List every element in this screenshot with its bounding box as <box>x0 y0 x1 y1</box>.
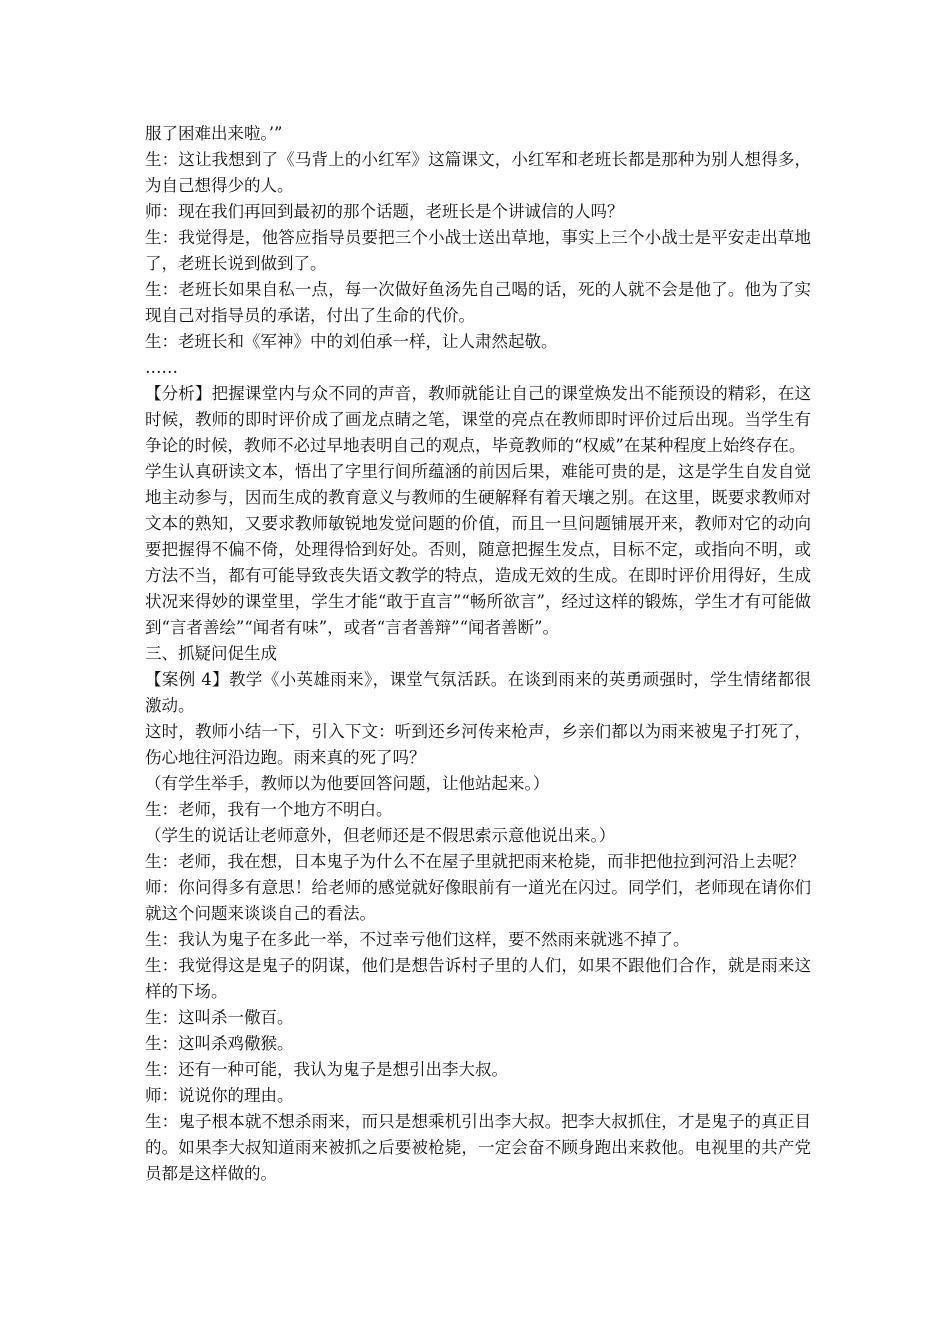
paragraph: 师：说说你的理由。 <box>145 1086 294 1105</box>
paragraph: 生：老班长如果自私一点，每一次做好鱼汤先自己喝的话，死的人就不会是他了。他为了实现自己对指导员的承诺，付出了生命的代价。 <box>145 280 811 325</box>
paragraph: （有学生举手，教师以为他要回答问题，让他站起来。） <box>145 774 550 793</box>
case-paragraph: 【案例 4】教学《小英雄雨来》，课堂气氛活跃。在谈到雨来的英勇顽强时，学生情绪都很激动。 <box>145 670 811 715</box>
paragraph: 生：鬼子根本就不想杀雨来，而只是想乘机引出李大叔。把李大叔抓住，才是鬼子的真正目的。如果李大叔知道雨来被抓之后要被枪毙，一定会奋不顾身跑出来救他。电视里的共产党员都是这样做的。 <box>145 1112 811 1183</box>
paragraph: 生：老班长和《军神》中的刘伯承一样，让人肃然起敬。 <box>145 332 558 351</box>
paragraph: 生：这叫杀一儆百。 <box>145 1008 294 1027</box>
paragraph: 师：现在我们再回到最初的那个话题，老班长是个讲诚信的人吗？ <box>145 202 624 221</box>
analysis-paragraph: 【分析】把握课堂内与众不同的声音，教师就能让自己的课堂焕发出不能预设的精彩，在这时候，教师的即时评价成了画龙点睛之笔，课堂的亮点在教师即时评价过后出现。当学生有争论的时候，教师不必过早地表明自己的观点，毕竟教师的“权威”在某种程度上始终存在。 <box>145 384 811 455</box>
paragraph: 这时，教师小结一下，引入下文：听到还乡河传来枪声，乡亲们都以为雨来被鬼子打死了，伤心地往河沿边跑。雨来真的死了吗？ <box>145 722 811 767</box>
document-page <box>145 121 811 1187</box>
paragraph: （学生的说话让老师意外，但老师还是不假思索示意他说出来。） <box>145 826 616 845</box>
paragraph: 学生认真研读文本，悟出了字里行间所蕴涵的前因后果，难能可贵的是，这是学生自发自觉地主动参与，因而生成的教育意义与教师的生硬解释有着天壤之别。在这里，既要求教师对文本的熟知，又要求教师敏锐地发觉问题的价值，而且一旦问题铺展开来，教师对它的动向要把握得不偏不倚，处理得恰到好处。否则，随意把握生发点，目标不定，或指向不明，或方法不当，都有可能导致丧失语文教学的特点，造成无效的生成。在即时评价用得好，生成状况来得妙的课堂里，学生才能“敢于直言”“畅所欲言”，经过这样的锻炼，学生才有可能做到“言者善绘”“闻者有味”，或者“言者善辩”“闻者善断”。 <box>145 462 811 637</box>
paragraph: 师：你问得多有意思！给老师的感觉就好像眼前有一道光在闪过。同学们，老师现在请你们就这个问题来谈谈自己的看法。 <box>145 878 811 923</box>
paragraph: 服了困难出来啦。’” <box>145 124 283 143</box>
paragraph: 生：我认为鬼子在多此一举，不过幸亏他们这样，要不然雨来就逃不掉了。 <box>145 930 690 949</box>
paragraph: 生：我觉得这是鬼子的阴谋，他们是想告诉村子里的人们，如果不跟他们合作，就是雨来这样的下场。 <box>145 956 811 1001</box>
paragraph: 生：这叫杀鸡儆猴。 <box>145 1034 294 1053</box>
paragraph: 生：老师，我在想，日本鬼子为什么不在屋子里就把雨来枪毙，而非把他拉到河沿上去呢？ <box>145 852 805 871</box>
section-heading: 三、抓疑问促生成 <box>145 644 277 663</box>
paragraph: 生：老师，我有一个地方不明白。 <box>145 800 393 819</box>
paragraph: 生：这让我想到了《马背上的小红军》这篇课文，小红军和老班长都是那种为别人想得多，为自己想得少的人。 <box>145 150 811 195</box>
ellipsis-line: …… <box>145 358 178 377</box>
paragraph: 生：还有一种可能，我认为鬼子是想引出李大叔。 <box>145 1060 508 1079</box>
paragraph: 生：我觉得是，他答应指导员要把三个小战士送出草地，事实上三个小战士是平安走出草地了，老班长说到做到了。 <box>145 228 811 273</box>
